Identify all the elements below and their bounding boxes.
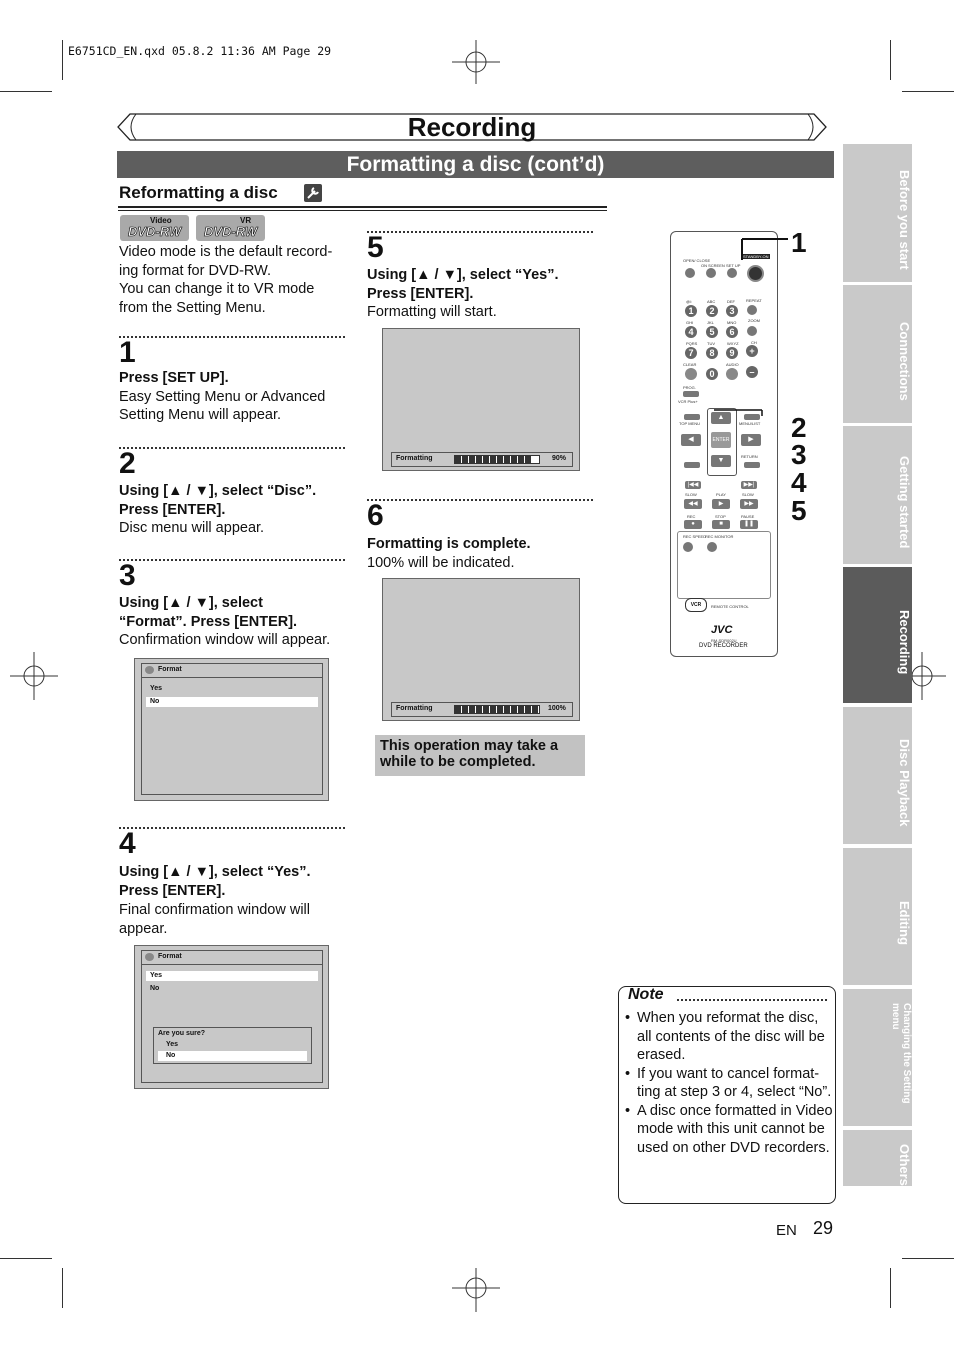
confirm-screen: Format Yes No Are you sure? Yes No xyxy=(134,945,329,1089)
key-letters: TUV xyxy=(707,341,715,346)
digit-7-button[interactable]: 7 xyxy=(685,347,697,359)
dialog-option-yes[interactable]: Yes xyxy=(166,1041,179,1048)
play-button[interactable]: ▶ xyxy=(712,499,730,509)
key-letters: DEF xyxy=(727,299,735,304)
digit-4-button[interactable]: 4 xyxy=(685,326,697,338)
step-ref-5: 5 xyxy=(791,495,807,526)
key-letters: PQRS xyxy=(686,341,698,346)
footer-lang: EN xyxy=(776,1222,797,1239)
tab-getting-started[interactable]: Getting started xyxy=(843,426,912,564)
note-item: • If you want to cancel format-ting at step 3 or 4, select “No”. xyxy=(621,1065,833,1102)
key-letters: @/: xyxy=(686,299,693,304)
open-close-button[interactable] xyxy=(685,268,695,278)
tab-disc-playback[interactable]: Disc Playback xyxy=(843,707,912,844)
skip-forward-button[interactable]: ▶▶| xyxy=(741,481,757,489)
note-box xyxy=(618,986,836,1204)
skip-back-button[interactable]: |◀◀ xyxy=(685,481,701,489)
note-list xyxy=(621,1009,833,1157)
tab-changing-setting-menu[interactable]: Changing the Setting menu xyxy=(843,989,912,1126)
progress-bar xyxy=(454,455,540,464)
step-6-number: 6 xyxy=(367,499,384,532)
prog-button[interactable] xyxy=(683,391,699,397)
digit-5-button[interactable]: 5 xyxy=(706,326,718,338)
back-button[interactable] xyxy=(684,462,700,468)
key-letters: WXYZ xyxy=(727,341,739,346)
rec-speed-button[interactable] xyxy=(683,542,693,552)
record-button[interactable]: ● xyxy=(684,520,702,529)
digit-0-button[interactable]: 0 xyxy=(706,368,718,380)
channel-down-button[interactable]: – xyxy=(746,366,758,378)
left-arrow-button[interactable]: ◀ xyxy=(681,434,701,446)
callout-lines xyxy=(700,230,790,450)
note-title: Note xyxy=(628,986,664,1003)
jvc-logo: JVC xyxy=(711,624,733,636)
step-ref-1: 1 xyxy=(791,227,807,258)
dialog-option-no[interactable]: No xyxy=(158,1051,307,1061)
digit-8-button[interactable]: 8 xyxy=(706,347,718,359)
remote-control: OPEN/ CLOSE ON SCREEN SET UP STANDBY-ON REPEAT ZOOM CH CLEAR AUDIO + – PROG. VCR Plus+ TOP MENU MENU/LIST ▲ ◀ ENTER ▶ ▼ RETURN |◀◀ ▶▶| SLOW PLAY SLOW ◀◀ ▶ ▶▶ REC STOP PAUSE ● ■ ❚❚ REC SPEED REC MONITOR VCR REMOTE CONTROL JVC RM-SDR002U DVD RECORDER @/: 1 ABC 2 DEF 3 GHI 4 JKL 5 MNO 6 PQRS 7 TUV 8 WXYZ 9 0 xyxy=(670,231,778,657)
heading-rule xyxy=(118,206,607,208)
progress-screen-done: Formatting 100% xyxy=(382,578,580,721)
step-ref-3: 3 xyxy=(791,439,807,470)
page-title: Recording xyxy=(407,112,537,142)
section-heading: Reformatting a disc xyxy=(119,183,278,202)
note-item: • When you reformat the disc, all contents of the disc will be erased. xyxy=(621,1009,833,1065)
step-5-text: Using [▲ / ▼], select “Yes”. Press [ENTER]. Formatting will start. xyxy=(367,267,559,320)
stop-button[interactable]: ■ xyxy=(712,520,730,529)
dvd-rw-video-badge: Video DVD-RW xyxy=(120,215,189,241)
step-3-number: 3 xyxy=(119,559,136,592)
tab-recording[interactable]: Recording xyxy=(843,567,912,703)
step-3-text: Using [▲ / ▼], select “Format”. Press [ENTER]. Confirmation window will appear. xyxy=(119,595,331,648)
tab-before-you-start[interactable]: Before you start xyxy=(843,144,912,282)
pause-button[interactable]: ❚❚ xyxy=(740,520,758,529)
file-info: E6751CD_EN.qxd 05.8.2 11:36 AM Page 29 xyxy=(68,44,332,58)
digit-2-button[interactable]: 2 xyxy=(706,305,718,317)
right-arrow-button[interactable]: ▶ xyxy=(741,434,761,446)
title-banner xyxy=(122,112,822,142)
step-ref-2: 2 xyxy=(791,412,807,443)
enter-button[interactable]: ENTER xyxy=(711,432,731,448)
rewind-button[interactable]: ◀◀ xyxy=(684,499,702,509)
confirm-dialog: Are you sure? Yes No xyxy=(153,1027,312,1064)
return-button[interactable] xyxy=(744,462,760,468)
step-5-number: 5 xyxy=(367,231,384,264)
disc-icon xyxy=(145,953,154,961)
step-2-number: 2 xyxy=(119,447,136,480)
key-letters: JKL xyxy=(707,320,714,325)
disc-icon xyxy=(145,666,154,674)
section-subtitle: Formatting a disc (cont’d) xyxy=(117,151,834,178)
step-1-text: Press [SET UP]. Easy Setting Menu or Advanced Setting Menu will appear. xyxy=(119,370,326,423)
key-letters: MNO xyxy=(727,320,737,325)
step-4-number: 4 xyxy=(119,827,136,860)
duration-callout: This operation may take a while to be completed. xyxy=(375,735,585,776)
step-1-number: 1 xyxy=(119,336,136,369)
up-arrow-button[interactable]: ▲ xyxy=(711,412,731,424)
rec-monitor-button[interactable] xyxy=(707,542,717,552)
fast-forward-button[interactable]: ▶▶ xyxy=(740,499,758,509)
intro-text: Video mode is the default record- ing format for DVD-RW. You can change it to VR mode from the Setting Menu. xyxy=(119,244,333,316)
note-item: • A disc once formatted in Video mode with this unit cannot be used on other DVD recorders. xyxy=(621,1102,833,1158)
step-6-text: Formatting is complete. 100% will be indicated. xyxy=(367,536,531,571)
digit-1-button[interactable]: 1 xyxy=(685,305,697,317)
key-letters: ABC xyxy=(707,299,716,304)
tab-connections[interactable]: Connections xyxy=(843,285,912,423)
step-4-text: Using [▲ / ▼], select “Yes”. Press [ENTER]. Final confirmation window will appear. xyxy=(119,864,311,937)
key-letters: GHI xyxy=(686,320,694,325)
vcr-plus-logo: VCR xyxy=(685,598,707,612)
step-ref-4: 4 xyxy=(791,467,807,498)
page-number: 29 xyxy=(813,1218,834,1238)
down-arrow-button[interactable]: ▼ xyxy=(711,455,731,467)
digit-9-button[interactable]: 9 xyxy=(726,347,738,359)
progress-screen-start: Formatting 90% xyxy=(382,328,580,471)
top-menu-button[interactable] xyxy=(684,414,700,420)
progress-bar xyxy=(454,705,540,714)
option-no[interactable]: No xyxy=(146,697,318,707)
tab-editing[interactable]: Editing xyxy=(843,848,912,985)
tab-others[interactable]: Others xyxy=(843,1130,912,1186)
step-2-text: Using [▲ / ▼], select “Disc”. Press [ENTER]. Disc menu will appear. xyxy=(119,483,317,536)
option-yes[interactable]: Yes xyxy=(150,685,163,692)
format-menu-screen: Format Yes No xyxy=(134,658,329,801)
clear-button[interactable] xyxy=(685,368,697,380)
dvd-rw-vr-badge: VR DVD-RW xyxy=(196,215,265,241)
digit-3-button[interactable]: 3 xyxy=(726,305,738,317)
option-yes[interactable]: Yes xyxy=(146,971,318,981)
channel-up-button[interactable]: + xyxy=(746,345,758,357)
digit-6-button[interactable]: 6 xyxy=(726,326,738,338)
option-no[interactable]: No xyxy=(150,985,160,992)
wrench-icon xyxy=(304,184,322,202)
